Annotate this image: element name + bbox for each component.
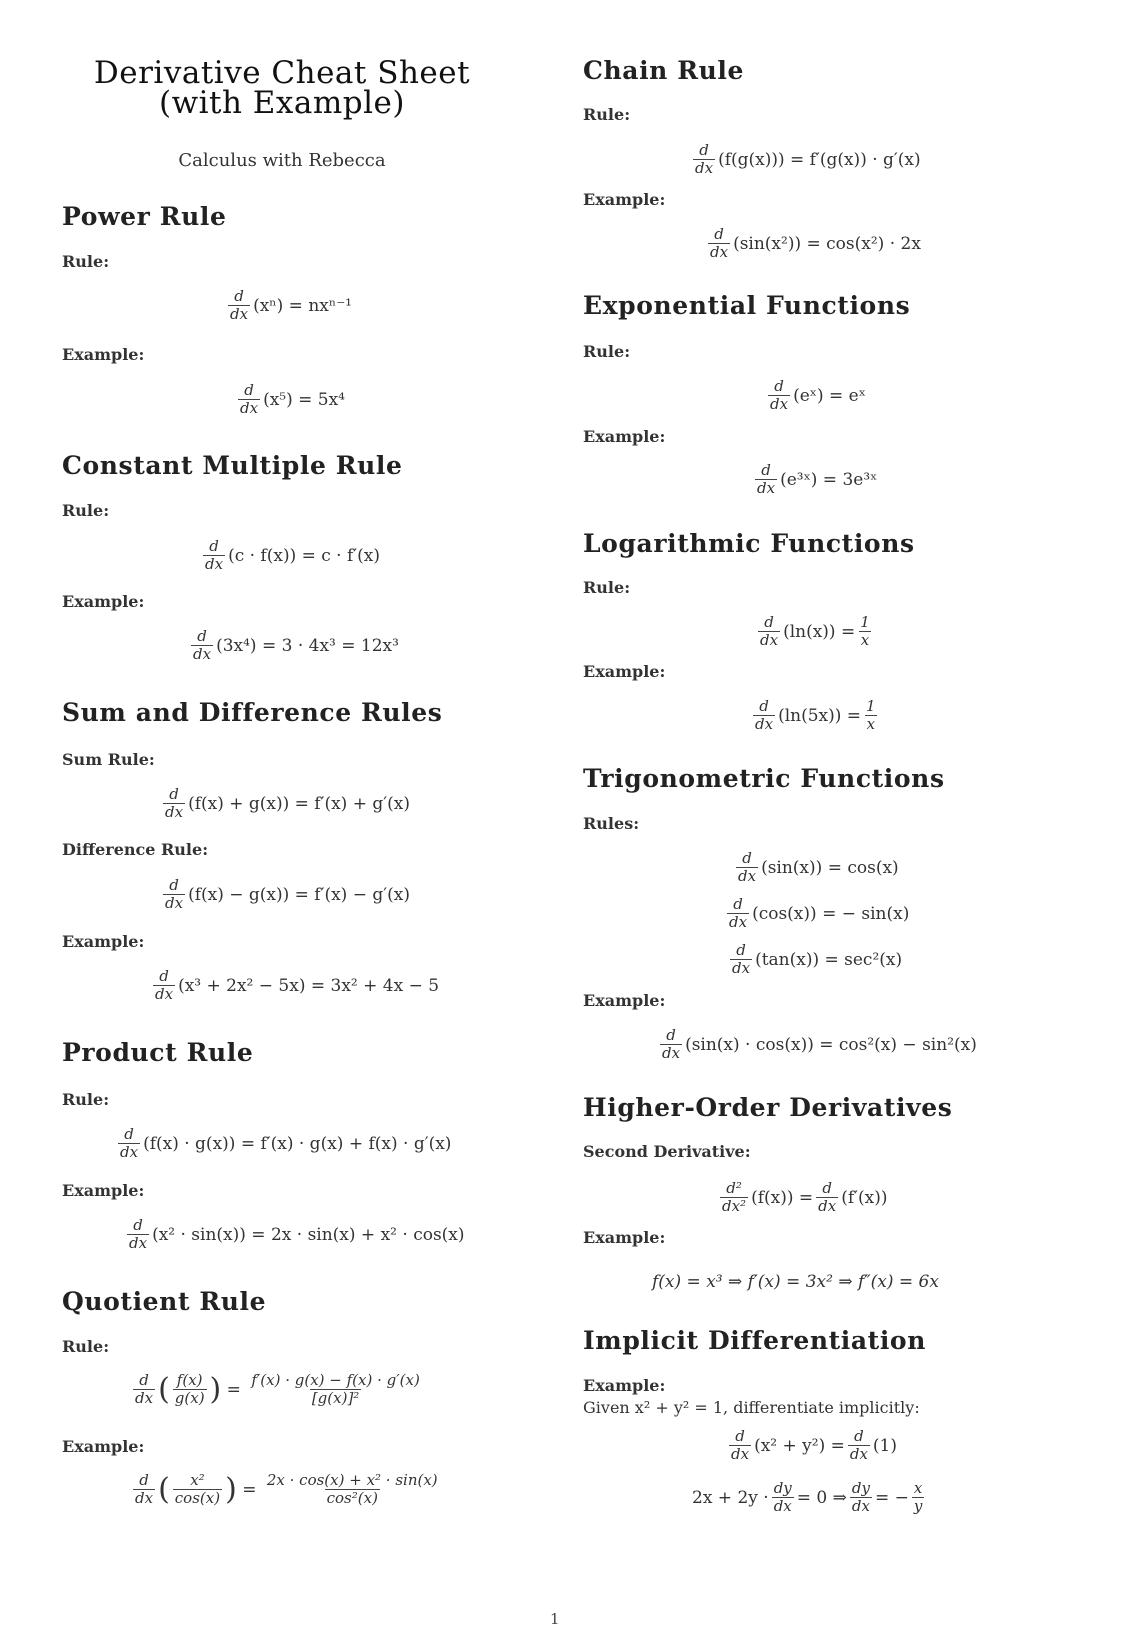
heading-product-rule: Product Rule [62,1038,254,1067]
chain-rule-label: Rule: [583,105,631,124]
trig-sin-equation: $\frac{d}{dx}$ (sin(x)) = cos(x) [738,849,899,885]
logarithmic-rule-equation: $\frac{d}{dx}$ (ln(x)) = $\frac{1}{x}$ [760,613,870,649]
d-dx-fraction: $\frac{d}{dx}$ [755,697,774,733]
implicit-equation-2: 2x + 2y · $\frac{dy}{dx}$ = 0 ⇒ $\frac{dy}{dx}$ = − $\frac{x}{y}$ [692,1479,923,1515]
quotient-example-equation: $\frac{d}{dx}$ ( $\frac{\text{x²}}{\cos(x)}$ ) = $\frac{\text{2x · cos(x) + x² · sin(x)}}{\text{cos²(x)}}$ [135,1471,438,1507]
heading-logarithmic-functions: Logarithmic Functions [583,529,915,558]
difference-rule-equation: $\frac{d}{dx}$ (f(x) − g(x)) = f′(x) − g′(x) [165,876,410,912]
heading-chain-rule: Chain Rule [583,56,745,85]
sumdiff-example-label: Example: [62,932,145,951]
one-over-x-fraction: $\frac{1}{x}$ [860,613,870,649]
second-derivative-label: Second Derivative: [583,1142,751,1161]
dy-dx-fraction: $\frac{dy}{dx}$ [773,1479,792,1515]
d-dx-fraction: $\frac{d}{dx}$ [193,627,212,663]
quotient-example-rhs-fraction: $\frac{\text{2x · cos(x) + x² · sin(x)}}{\text{cos²(x)}}$ [266,1471,438,1507]
d2-dx2-fraction: $\frac{\text{d²}}{\text{dx²}}$ [722,1179,747,1215]
higher-example-label: Example: [583,1228,666,1247]
d-dx-fraction: $\frac{d}{dx}$ [695,141,714,177]
trig-example-label: Example: [583,991,666,1010]
d-dx-fraction: $\frac{d}{dx}$ [738,849,757,885]
implicit-example-label: Example: [583,1376,666,1395]
chain-example-equation: $\frac{d}{dx}$ (sin(x²)) = cos(x²) · 2x [710,225,921,261]
quotient-example-label: Example: [62,1437,145,1456]
heading-trigonometric-functions: Trigonometric Functions [583,764,945,793]
trig-example-equation: $\frac{d}{dx}$ (sin(x) · cos(x)) = cos²(x) − sin²(x) [662,1026,977,1062]
exponential-rule-label: Rule: [583,342,631,361]
power-example-label: Example: [62,345,145,364]
implicit-given-text: Given x² + y² = 1, differentiate implicitly: [583,1398,920,1417]
logarithmic-example-label: Example: [583,662,666,681]
sumdiff-example-equation: $\frac{d}{dx}$ (x³ + 2x² − 5x) = 3x² + 4x − 5 [155,967,440,1003]
power-rule-label: Rule: [62,252,110,271]
constant-rule-equation: $\frac{d}{dx}$ (c · f(x)) = c · f′(x) [205,537,380,573]
heading-implicit-differentiation: Implicit Differentiation [583,1326,926,1355]
chain-rule-equation: $\frac{d}{dx}$ (f(g(x))) = f′(g(x)) · g′(x) [695,141,921,177]
implicit-equation-1: $\frac{d}{dx}$ (x² + y²) = $\frac{d}{dx}$ (1) [731,1427,898,1463]
heading-higher-order-derivatives: Higher-Order Derivatives [583,1093,953,1122]
d-dx-fraction: $\frac{d}{dx}$ [240,381,259,417]
one-over-x-fraction: $\frac{1}{x}$ [866,697,876,733]
title-line-2: (with Example) [158,85,405,121]
document-author: Calculus with Rebecca [178,150,386,171]
d-dx-fraction: $\frac{d}{dx}$ [135,1371,154,1407]
product-rule-label: Rule: [62,1090,110,1109]
product-example-label: Example: [62,1181,145,1200]
constant-example-label: Example: [62,592,145,611]
difference-rule-label: Difference Rule: [62,840,209,859]
logarithmic-rule-label: Rule: [583,578,631,597]
quotient-rhs-fraction: $\frac{f'(x) \cdot g(x) - f(x) \cdot g'(x)}{\text{[g(x)]²}}$ [251,1371,420,1407]
d-dx-fraction: $\frac{d}{dx}$ [205,537,224,573]
exponential-example-equation: $\frac{d}{dx}$ (e³ˣ) = 3e³ˣ [757,461,878,497]
d-dx-fraction: $\frac{d}{dx}$ [731,1427,750,1463]
title-line-1: Derivative Cheat Sheet [93,55,471,91]
product-example-equation: $\frac{d}{dx}$ (x² · sin(x)) = 2x · sin(x) + x² · cos(x) [129,1216,465,1252]
d-dx-fraction: $\frac{d}{dx}$ [757,461,776,497]
power-rule-equation: $\frac{d}{dx}$ (xⁿ) = nxⁿ⁻¹ [230,287,352,323]
trig-cos-equation: $\frac{d}{dx}$ (cos(x)) = − sin(x) [729,895,910,931]
power-example-equation: $\frac{d}{dx}$ (x⁵) = 5x⁴ [240,381,345,417]
quotient-rule-label: Rule: [62,1337,110,1356]
chain-example-label: Example: [583,190,666,209]
logarithmic-example-equation: $\frac{d}{dx}$ (ln(5x)) = $\frac{1}{x}$ [755,697,876,733]
d-dx-fraction: $\frac{d}{dx}$ [155,967,174,1003]
d-dx-fraction: $\frac{d}{dx}$ [849,1427,868,1463]
dy-dx-fraction: $\frac{dy}{dx}$ [851,1479,870,1515]
sum-rule-label: Sum Rule: [62,750,155,769]
higher-example-equation: f(x) = x³ ⇒ f′(x) = 3x² ⇒ f″(x) = 6x [652,1272,939,1292]
constant-example-equation: $\frac{d}{dx}$ (3x⁴) = 3 · 4x³ = 12x³ [193,627,399,663]
d-dx-fraction: $\frac{d}{dx}$ [770,377,789,413]
exponential-rule-equation: $\frac{d}{dx}$ (eˣ) = eˣ [770,377,866,413]
product-rule-equation: $\frac{d}{dx}$ (f(x) · g(x)) = f′(x) · g(x) + f(x) · g′(x) [120,1125,452,1161]
heading-quotient-rule: Quotient Rule [62,1287,267,1316]
heading-exponential-functions: Exponential Functions [583,291,911,320]
trig-tan-equation: $\frac{d}{dx}$ (tan(x)) = sec²(x) [732,941,903,977]
document-title [62,55,502,121]
trig-rules-label: Rules: [583,814,640,833]
quotient-rule-equation: $\frac{d}{dx}$ ( $\frac{f(x)}{g(x)}$ ) = $\frac{f'(x) \cdot g(x) - f(x) \cdot g'(x)}{\text{[g(x)]²}}$ [135,1371,420,1407]
quotient-example-lhs-fraction: $\frac{\text{x²}}{\cos(x)}$ [174,1471,221,1507]
quotient-lhs-fraction: $\frac{f(x)}{g(x)}$ [174,1371,205,1407]
sum-rule-equation: $\frac{d}{dx}$ (f(x) + g(x)) = f′(x) + g′(x) [165,785,410,821]
d-dx-fraction: $\frac{d}{dx}$ [129,1216,148,1252]
d-dx-fraction: $\frac{d}{dx}$ [230,287,249,323]
d-dx-fraction: $\frac{d}{dx}$ [120,1125,139,1161]
heading-power-rule: Power Rule [62,202,227,231]
d-dx-fraction: $\frac{d}{dx}$ [165,785,184,821]
d-dx-fraction: $\frac{d}{dx}$ [818,1179,837,1215]
constant-rule-label: Rule: [62,501,110,520]
second-derivative-equation: $\frac{\text{d²}}{\text{dx²}}$ (f(x)) = $\frac{d}{dx}$ (f′(x)) [722,1179,888,1215]
page-number: 1 [550,1610,560,1628]
heading-constant-multiple-rule: Constant Multiple Rule [62,451,403,480]
exponential-example-label: Example: [583,427,666,446]
d-dx-fraction: $\frac{d}{dx}$ [135,1471,154,1507]
d-dx-fraction: $\frac{d}{dx}$ [662,1026,681,1062]
d-dx-fraction: $\frac{d}{dx}$ [165,876,184,912]
heading-sum-difference-rules: Sum and Difference Rules [62,698,443,727]
d-dx-fraction: $\frac{d}{dx}$ [760,613,779,649]
d-dx-fraction: $\frac{d}{dx}$ [732,941,751,977]
d-dx-fraction: $\frac{d}{dx}$ [729,895,748,931]
d-dx-fraction: $\frac{d}{dx}$ [710,225,729,261]
x-over-y-fraction: $\frac{x}{y}$ [913,1479,923,1515]
